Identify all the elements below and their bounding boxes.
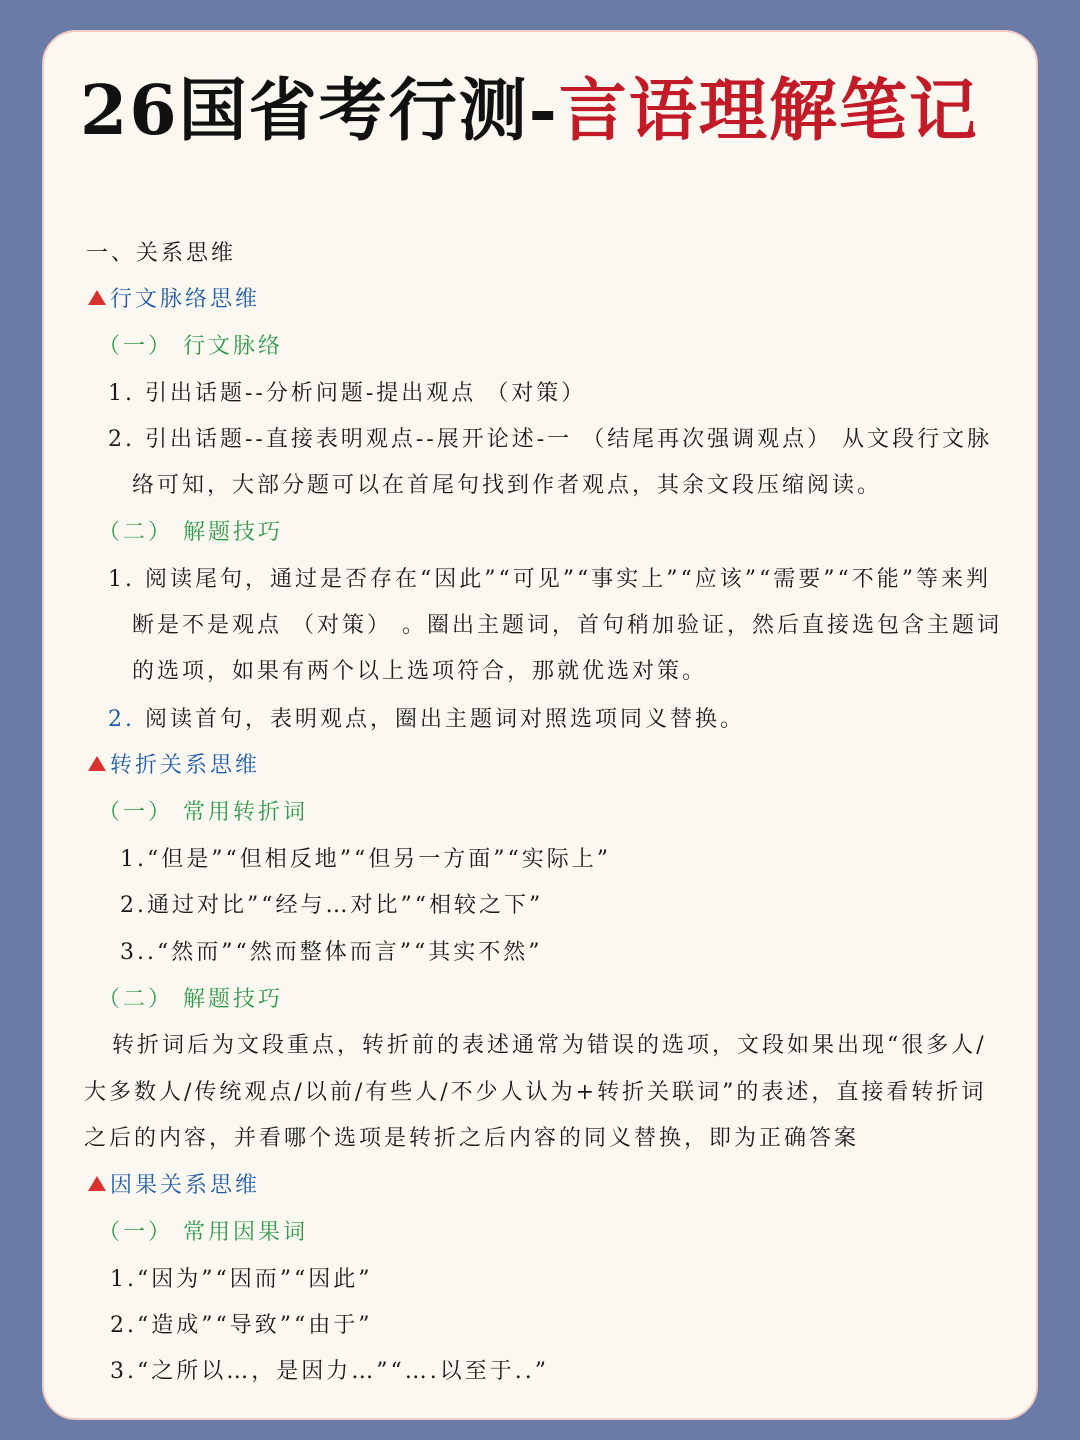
list-item: 3.“之所以…，是因力…”“….以至于..” (110, 1359, 549, 1384)
subheading: （一） 常用转折词 (98, 800, 308, 825)
topic-heading-label: 行文脉络思维 (110, 287, 261, 312)
topic-heading-contrast (88, 746, 260, 786)
list-item: 1. 引出话题--分析问题-提出观点 （对策） (108, 381, 587, 406)
subheading: （一） 行文脉络 (98, 334, 283, 359)
list-item: 2. 引出话题--直接表明观点--展开论述-一 （结尾再次强调观点） 从文段行文脉 (108, 427, 993, 452)
triangle-bullet-icon (88, 290, 106, 305)
title-black-part: 26国省考行测- (80, 71, 559, 151)
list-item: 2.通过对比”“经与…对比”“相较之下” (120, 893, 544, 918)
list-item-text: 阅读首句，表明观点，圈出主题词对照选项同义替换。 (135, 707, 745, 732)
triangle-bullet-icon (88, 756, 106, 771)
list-item-continuation: 络可知，大部分题可以在首尾句找到作者观点，其余文段压缩阅读。 (132, 473, 883, 498)
topic-heading-context (88, 280, 260, 320)
subheading: （二） 解题技巧 (98, 520, 283, 545)
paragraph-line: 转折词后为文段重点，转折前的表述通常为错误的选项，文段如果出现“很多人/ (112, 1033, 987, 1058)
list-item-continuation: 的选项，如果有两个以上选项符合，那就优选对策。 (132, 659, 708, 684)
list-item: 2.“造成”“导致”“由于” (110, 1313, 373, 1338)
list-item-continuation: 断是不是观点 （对策） 。圈出主题词，首句稍加验证，然后直接选包含主题词 (132, 613, 1002, 638)
list-item: 1.“但是”“但相反地”“但另一方面”“实际上” (120, 847, 611, 872)
note-card (42, 30, 1038, 1420)
title-red-part: 言语理解笔记 (558, 71, 979, 151)
subheading: （一） 常用因果词 (98, 1220, 308, 1245)
topic-heading-label: 因果关系思维 (110, 1173, 261, 1198)
list-item: 1. 阅读尾句，通过是否存在“因此”“可见”“事实上”“应该”“需要”“不能”等来判 (108, 567, 991, 592)
list-item: 1.“因为”“因而”“因此” (110, 1267, 373, 1292)
topic-heading-label: 转折关系思维 (110, 753, 261, 778)
topic-heading-cause (88, 1166, 260, 1206)
list-item (108, 700, 745, 740)
triangle-bullet-icon (88, 1176, 106, 1191)
page-title (80, 68, 979, 154)
subheading: （二） 解题技巧 (98, 987, 283, 1012)
list-item: 3..“然而”“然而整体而言”“其实不然” (120, 940, 543, 965)
paragraph-line: 之后的内容，并看哪个选项是转折之后内容的同义替换，即为正确答案 (84, 1126, 860, 1151)
section-heading: 一、关系思维 (86, 241, 237, 266)
paragraph-line: 大多数人/传统观点/以前/有些人/不少人认为+转折关联词”的表述，直接看转折词 (84, 1080, 987, 1105)
list-number: 2. (108, 707, 135, 732)
